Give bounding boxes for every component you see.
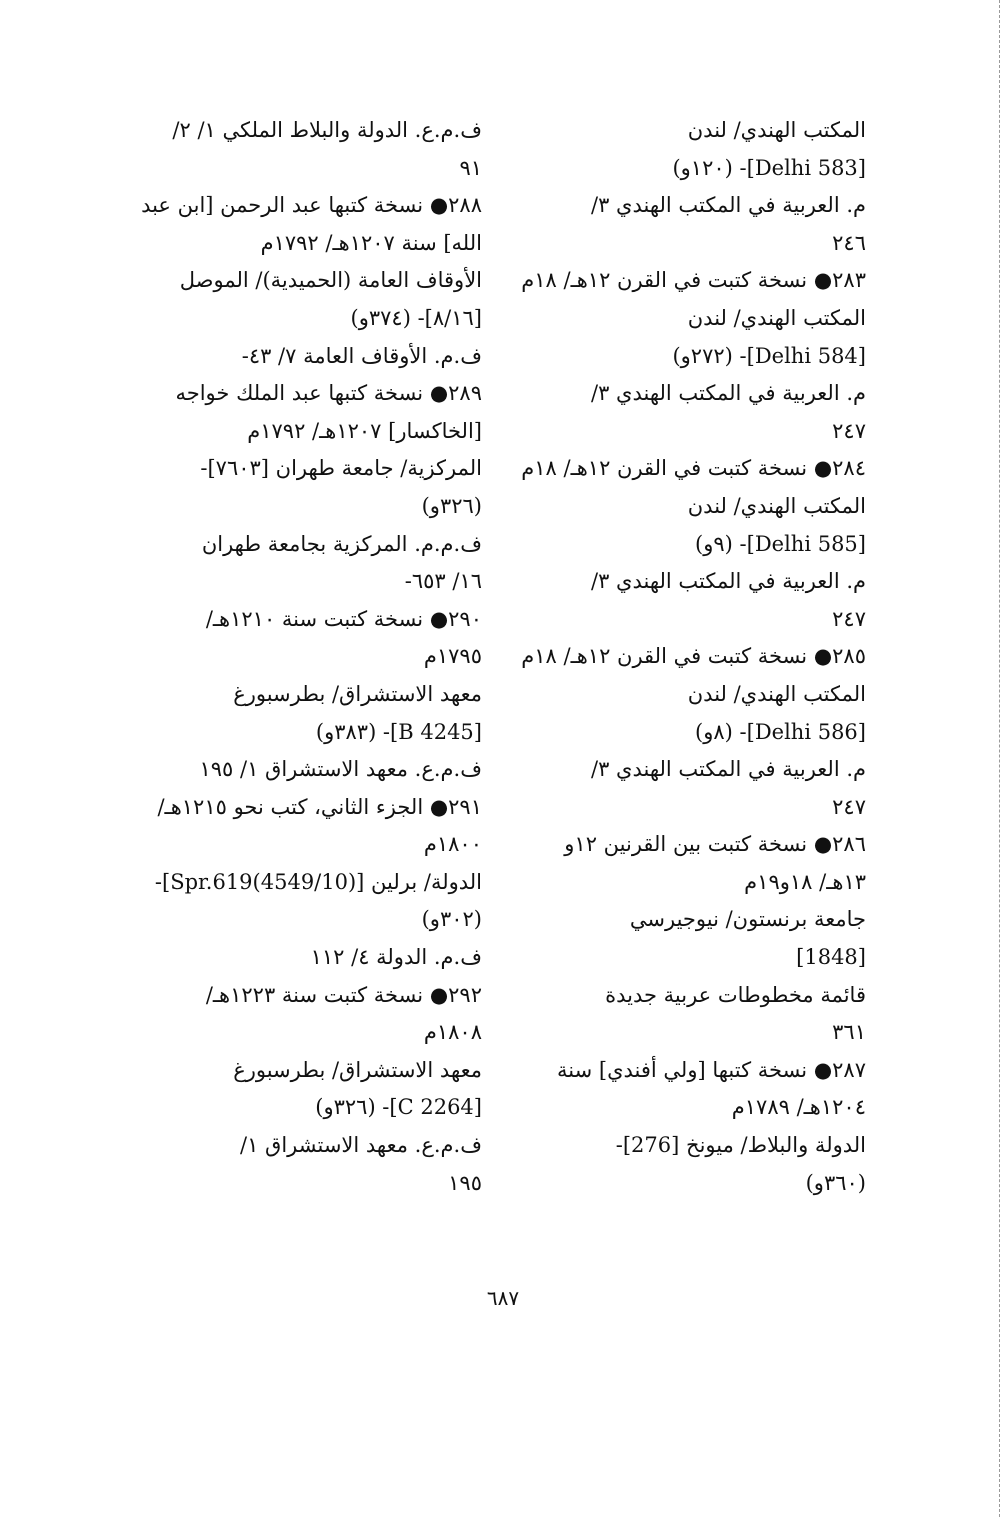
- left-column-line: [C 2264]- (٣٢٦و): [315, 1095, 482, 1120]
- left-column-line: الله] سنة ١٢٠٧هـ/ ١٧٩٢م: [260, 230, 482, 255]
- right-column-line: [Delhi 585]- (٩و): [695, 531, 866, 556]
- right-column-line: ٢٤٧: [832, 606, 866, 631]
- right-column-line: ٢٨٥● نسخة كتبت في القرن ١٢هـ/ ١٨م: [521, 644, 866, 669]
- left-column-line: ٢٨٨● نسخة كتبها عبد الرحمن [ابن عبد: [141, 193, 482, 218]
- right-column: [521, 112, 866, 1202]
- right-column-line: ٣٦١: [832, 1020, 866, 1045]
- left-column-line: المركزية/ جامعة طهران [٧٦٠٣]-: [200, 456, 482, 481]
- right-column-line: المكتب الهندي/ لندن: [687, 305, 866, 330]
- right-column-line: الدولة والبلاط/ ميونخ [276]-: [615, 1133, 866, 1158]
- right-column-line: [Delhi 586]- (٨و): [695, 719, 866, 744]
- left-column-line: ١٨٠٨م: [423, 1020, 482, 1045]
- left-column: [138, 112, 482, 1202]
- right-column-line: [Delhi 584]- (٢٧٢و): [672, 343, 866, 368]
- right-column-line: ٢٤٧: [832, 418, 866, 443]
- left-column-line: ١٧٩٥م: [423, 644, 482, 669]
- right-column-line: [1848]: [796, 945, 866, 970]
- left-column-line: معهد الاستشراق/ بطرسبورغ: [233, 681, 482, 706]
- right-column-line: ٢٤٧: [832, 794, 866, 819]
- right-column-line: م. العربية في المكتب الهندي ٣/: [591, 381, 866, 406]
- right-column-line: ٢٨٧● نسخة كتبها [ولي أفندي] سنة: [557, 1057, 866, 1082]
- left-column-line: معهد الاستشراق/ بطرسبورغ: [233, 1057, 482, 1082]
- left-column-line: ٢٩٢● نسخة كتبت سنة ١٢٢٣هـ/: [205, 982, 482, 1007]
- right-column-line: ١٢٠٤هـ/ ١٧٨٩م: [731, 1095, 866, 1120]
- left-column-line: ف.م.ع. الدولة والبلاط الملكي ١/ ٢/: [172, 118, 482, 142]
- left-column-line: (٣٠٢و): [421, 907, 482, 932]
- left-column-line: ٢٩٠● نسخة كتبت سنة ١٢١٠هـ/: [205, 606, 482, 631]
- right-column-line: [Delhi 583]- (١٢٠و): [672, 155, 866, 180]
- right-column-line: م. العربية في المكتب الهندي ٣/: [591, 193, 866, 218]
- right-column-line: المكتب الهندي/ لندن: [687, 681, 866, 706]
- left-column-line: ٩١: [459, 155, 482, 180]
- left-column-line: ١٨٠٠م: [423, 832, 482, 857]
- right-column-line: قائمة مخطوطات عربية جديدة: [605, 982, 866, 1007]
- right-column-line: المكتب الهندي/ لندن: [687, 493, 866, 518]
- right-column-line: ٢٨٤● نسخة كتبت في القرن ١٢هـ/ ١٨م: [521, 456, 866, 481]
- left-column-line: [٨/١٦]- (٣٧٤و): [350, 305, 482, 330]
- left-column-line: [الخاكسار] ١٢٠٧هـ/ ١٧٩٢م: [247, 418, 482, 443]
- right-column-line: م. العربية في المكتب الهندي ٣/: [591, 569, 866, 594]
- right-column-line: ٢٤٦: [832, 230, 866, 255]
- left-column-line: (٣٢٦و): [421, 493, 482, 518]
- left-column-line: ف.م. الدولة ٤/ ١١٢: [310, 945, 482, 970]
- left-column-line: الدولة/ برلين [Spr.619(4549/10)]-: [154, 869, 482, 894]
- right-column-line: جامعة برنستون/ نيوجيرسي: [629, 907, 866, 932]
- left-column-line: الأوقاف العامة (الحميدية)/ الموصل: [179, 268, 482, 293]
- left-column-line: ٢٩١● الجزء الثاني، كتب نحو ١٢١٥هـ/: [157, 794, 482, 819]
- right-column-line: ٢٨٣● نسخة كتبت في القرن ١٢هـ/ ١٨م: [521, 268, 866, 293]
- left-column-line: ١٦/ ٦٥٣-: [404, 569, 482, 594]
- left-column-line: [B 4245]- (٣٨٣و): [315, 719, 482, 744]
- left-column-line: ف.م.م. المركزية بجامعة طهران: [201, 531, 482, 556]
- right-column-line: م. العربية في المكتب الهندي ٣/: [591, 757, 866, 782]
- page-number: ٦٨٧: [486, 1286, 520, 1310]
- left-column-line: ١٩٥: [448, 1170, 482, 1195]
- right-column-line: (٣٦٠و): [805, 1170, 866, 1195]
- left-column-line: ف.م.ع. معهد الاستشراق ١/ ١٩٥: [199, 757, 482, 782]
- right-column-line: ١٣هـ/ ١٨و١٩م: [744, 869, 866, 894]
- left-column-line: ف.م.ع. معهد الاستشراق ١/: [240, 1133, 482, 1158]
- left-column-line: ٢٨٩● نسخة كتبها عبد الملك خواجه: [175, 381, 482, 406]
- left-column-line: ف.م. الأوقاف العامة ٧/ ٤٣-: [241, 343, 482, 368]
- right-column-line: المكتب الهندي/ لندن: [687, 118, 866, 142]
- right-column-line: ٢٨٦● نسخة كتبت بين القرنين ١٢و: [564, 832, 866, 857]
